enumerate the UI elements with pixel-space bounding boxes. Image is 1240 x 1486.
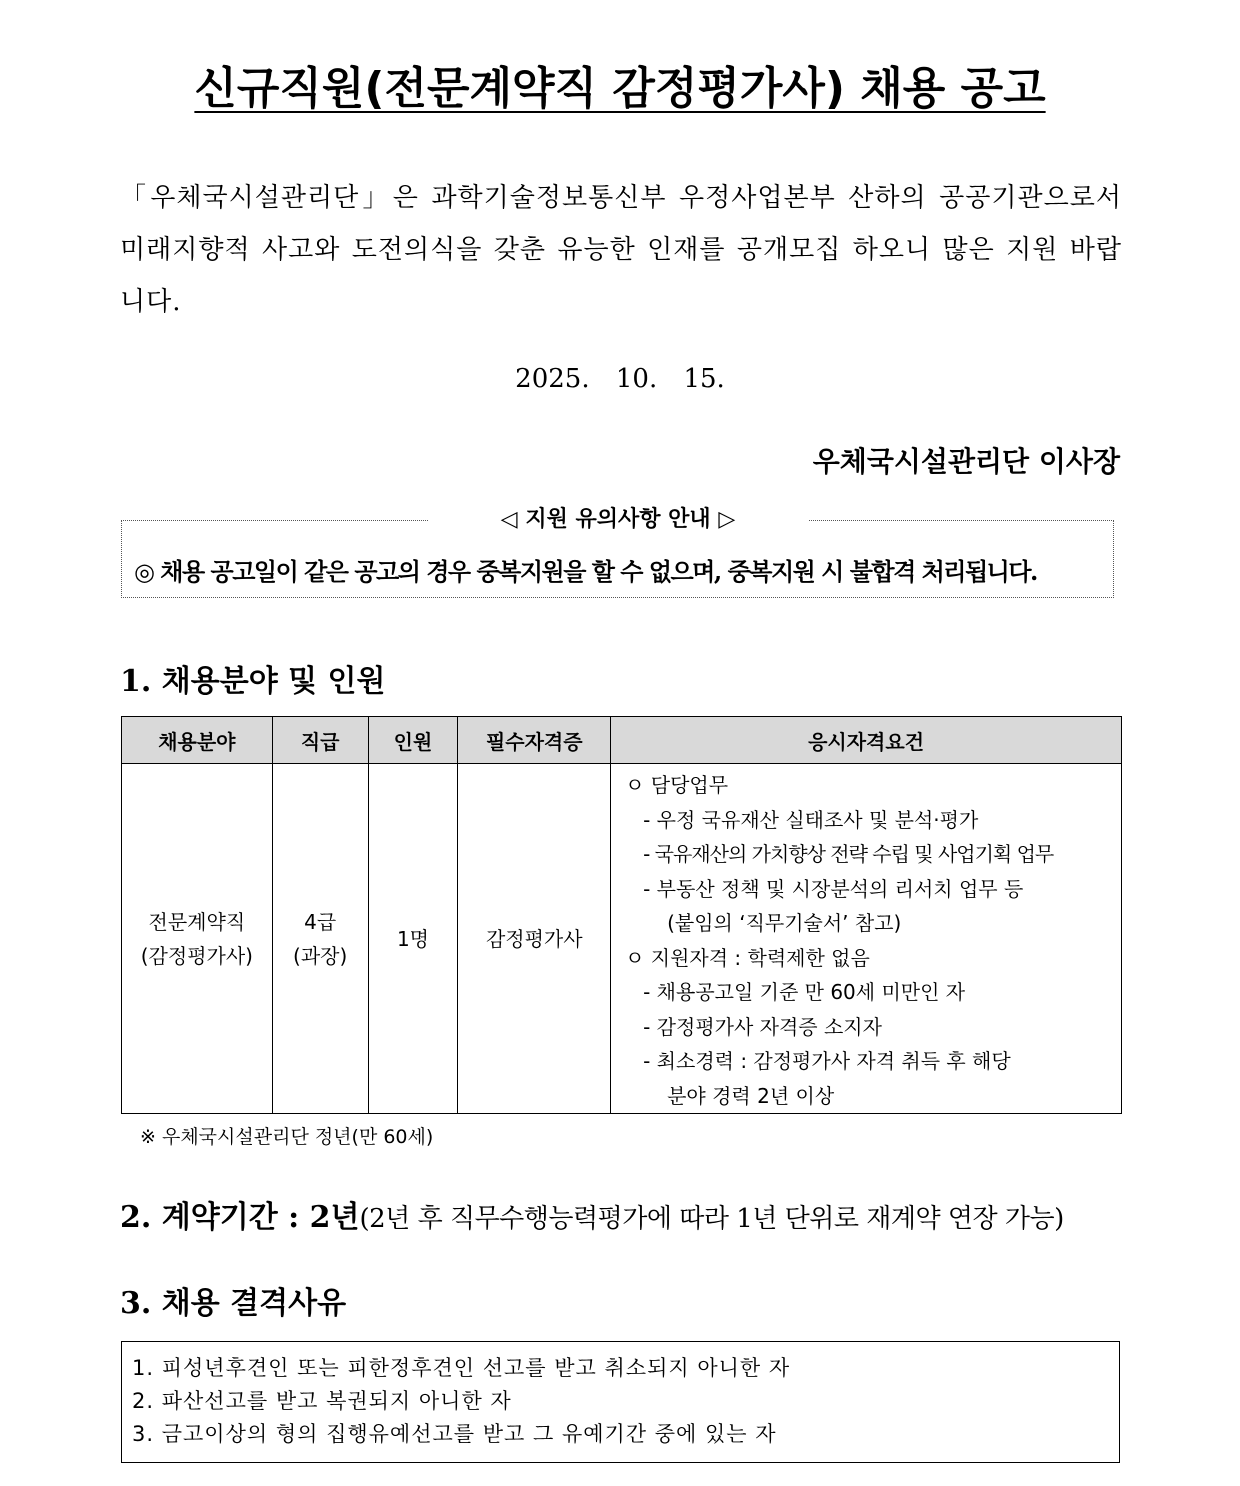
retirement-footnote: ※ 우체국시설관리단 정년(만 60세) <box>140 1126 434 1148</box>
cell-field <box>122 764 273 1114</box>
grade-line-2: (과장) <box>293 943 348 968</box>
section-1-heading: 1. 채용분야 및 인원 <box>120 664 386 699</box>
table-row <box>122 764 1122 1114</box>
section-2-title: 2. 계약기간 : 2년 <box>120 1200 360 1235</box>
header-requirements: 응시자격요건 <box>611 717 1122 764</box>
list-item: 3. 금고이상의 형의 집행유예선고를 받고 그 유예기간 중에 있는 자 <box>132 1422 777 1446</box>
table-header-row <box>122 717 1122 764</box>
req-qualification-heading: ㅇ 지원자격 : 학력제한 없음 <box>625 945 870 970</box>
announcement-date: 2025. 10. 15. <box>515 364 725 394</box>
section-3-heading: 3. 채용 결격사유 <box>120 1286 347 1321</box>
req-item: - 우정 국유재산 실태조사 및 분석·평가 <box>643 807 979 832</box>
req-item: - 부동산 정책 및 시장분석의 리서치 업무 등 <box>643 876 1024 901</box>
req-item-continued: 분야 경력 2년 이상 <box>667 1083 835 1108</box>
disqualification-list <box>132 1352 790 1451</box>
req-item: - 감정평가사 자격증 소지자 <box>643 1014 882 1039</box>
header-count: 인원 <box>368 717 458 764</box>
section-2-heading <box>120 1192 1064 1236</box>
page-title-text: 신규직원(전문계약직 감정평가사) 채용 공고 <box>194 63 1046 114</box>
req-duty-heading: ㅇ 담당업무 <box>625 773 729 797</box>
recruit-table <box>121 716 1122 1114</box>
section-2-detail: (2년 후 직무수행능력평가에 따라 1년 단위로 재계약 연장 가능) <box>359 1204 1064 1234</box>
intro-paragraph: 「우체국시설관리단」은 과학기술정보통신부 우정사업본부 산하의 공공기관으로서 미래지향적 사고와 도전의식을 갖춘 유능한 인재를 공개모집 하오니 많은 지원 바랍니다. <box>120 183 1122 317</box>
field-line-2: (감정평가사) <box>140 943 253 968</box>
req-item-continued: (붙임의 ‘직무기술서’ 참고) <box>667 911 902 935</box>
notice-title: ◁ 지원 유의사항 안내 ▷ <box>428 505 808 535</box>
signer: 우체국시설관리단 이사장 <box>812 445 1120 478</box>
cell-grade <box>272 764 368 1114</box>
header-grade: 직급 <box>272 717 368 764</box>
req-item: - 최소경력 : 감정평가사 자격 취득 후 해당 <box>643 1049 1011 1073</box>
page-title <box>0 52 1240 116</box>
grade-line-1: 4급 <box>304 909 337 934</box>
req-item: - 채용공고일 기준 만 60세 미만인 자 <box>643 980 966 1004</box>
list-item: 2. 파산선고를 받고 복권되지 아니한 자 <box>132 1389 512 1413</box>
cell-requirements <box>611 764 1122 1114</box>
header-field: 채용분야 <box>122 717 273 764</box>
cell-count: 1명 <box>368 764 458 1114</box>
notice-text: ◎ 채용 공고일이 같은 공고의 경우 중복지원을 할 수 없으며, 중복지원 시 불합격 처리됩니다. <box>134 557 1037 586</box>
list-item: 1. 피성년후견인 또는 피한정후견인 선고를 받고 취소되지 아니한 자 <box>132 1356 791 1380</box>
header-license: 필수자격증 <box>458 717 611 764</box>
cell-license: 감정평가사 <box>458 764 611 1114</box>
req-item: - 국유재산의 가치향상 전략 수립 및 사업기획 업무 <box>643 842 1054 866</box>
field-line-1: 전문계약직 <box>148 909 246 934</box>
